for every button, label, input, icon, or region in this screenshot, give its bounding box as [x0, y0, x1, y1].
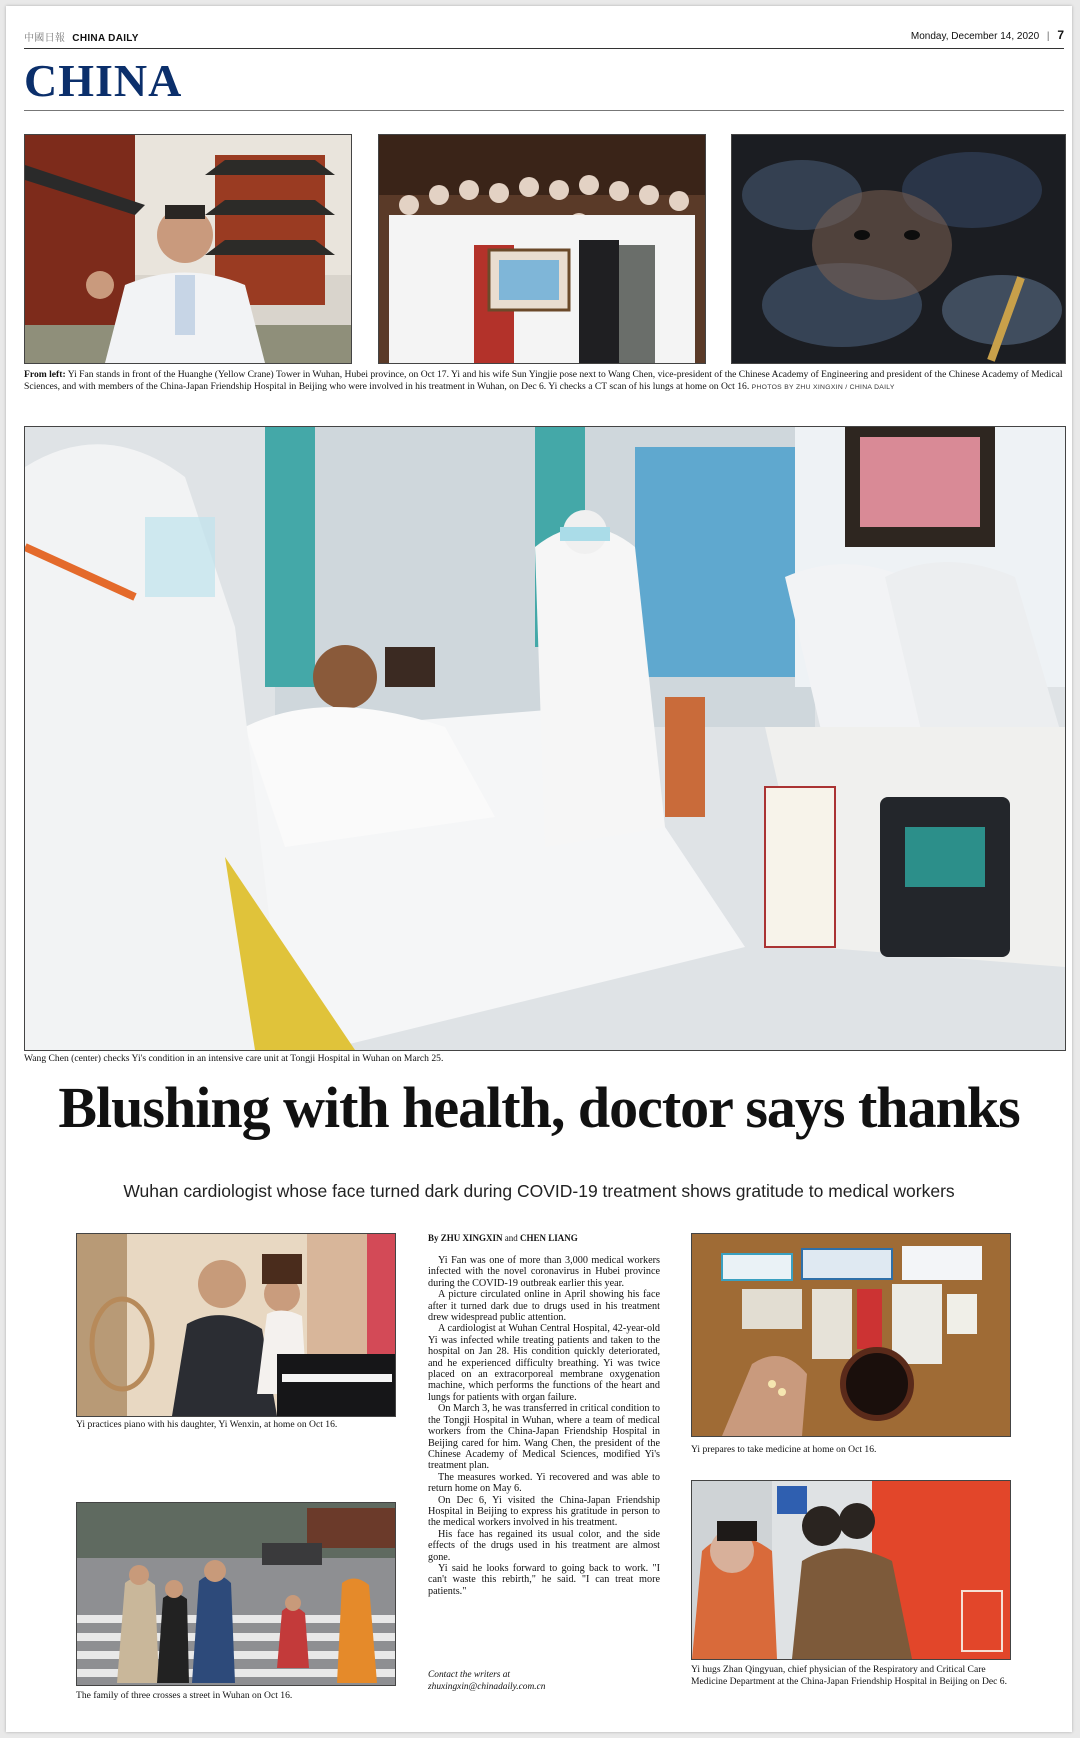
section-divider — [24, 110, 1064, 111]
newspaper-page — [6, 6, 1072, 1732]
caption-street: The family of three crosses a street in Wuhan on Oct 16. — [76, 1690, 293, 1701]
photo-street-crossing — [76, 1502, 396, 1686]
byline-author-2: CHEN LIANG — [520, 1233, 578, 1243]
masthead — [24, 22, 1064, 49]
article-paragraph: Yi said he looks forward to going back to work. "I can't waste this rebirth," he said. "I can treat more patients." — [428, 1562, 660, 1597]
photo-group-with-medical-team — [378, 134, 706, 364]
masthead-cn-mark: 中國日報 — [24, 33, 66, 44]
section-title: CHINA — [24, 55, 183, 106]
photo-credit: PHOTOS BY ZHU XINGXIN / CHINA DAILY — [751, 383, 895, 391]
top-photos-caption — [24, 369, 1064, 393]
page-number: 7 — [1057, 28, 1064, 42]
article-paragraph: His face has regained its usual color, and the side effects of the drugs used in his treatment are almost gone. — [428, 1528, 660, 1563]
caption-lead: From left: — [24, 369, 66, 380]
caption-text: Yi Fan stands in front of the Huanghe (Yellow Crane) Tower in Wuhan, Hubei province, on Oct 17. Yi and his wife Sun Yingjie pose next to Wang Chen, vice-president of the Chinese Academy of Engineering and president of the Chinese Academy of Medical Sciences, and with members of the China-Japan Friendship Hospital in Beijing who were involved in his treatment in Wuhan, on Dec 6. Yi checks a CT scan of his lungs at home on Oct 16. — [24, 369, 1063, 392]
article-body — [428, 1255, 660, 1597]
article-paragraph: Yi Fan was one of more than 3,000 medical workers infected with the novel coronavirus in Hubei province during the COVID-19 outbreak earlier this year. — [428, 1255, 660, 1289]
photo-hug — [691, 1480, 1011, 1660]
article-paragraph: The measures worked. Yi recovered and was able to return home on May 6. — [428, 1471, 660, 1495]
photo-medicine — [691, 1233, 1011, 1437]
photo-ct-scan — [731, 134, 1066, 364]
masthead-date: Monday, December 14, 2020 — [910, 31, 1040, 42]
photo-yellow-crane-tower — [24, 134, 352, 364]
contact-info — [428, 1670, 660, 1693]
byline-and: and — [504, 1233, 518, 1243]
masthead-separator: | — [1046, 31, 1050, 42]
headline: Blushing with health, doctor says thanks — [58, 1075, 1020, 1140]
article-paragraph: On March 3, he was transferred in critical condition to the Tongji Hospital in Wuhan, where a team of medical workers from the China-Japan Friendship Hospital in Beijing cared for him. Wang Chen, the president of the Chinese Academy of Medical Sciences, modified Yi's treatment plan. — [428, 1403, 660, 1472]
article-paragraph: A cardiologist at Wuhan Central Hospital, 42-year-old Yi was infected while treating patients and taken to the hospital on Jan 28. His condition quickly deteriorated, and he experienced difficulty breathing. Yi was twice placed on an extracorporeal membrane oxygenation machine, which performs the functions of the heart and lungs for patients with organ failure. — [428, 1323, 660, 1403]
article-paragraph: On Dec 6, Yi visited the China-Japan Friendship Hospital in Beijing to express his gratitude in person to the medical workers involved in his treatment. — [428, 1494, 660, 1529]
byline — [428, 1233, 578, 1243]
caption-medicine: Yi prepares to take medicine at home on Oct 16. — [691, 1444, 877, 1455]
article-paragraph: A picture circulated online in April showing his face after it turned dark due to drugs used in his treatment drew widespread public attention. — [428, 1289, 660, 1324]
contact-label: Contact the writers at — [428, 1670, 511, 1680]
caption-piano: Yi practices piano with his daughter, Yi Wenxin, at home on Oct 16. — [76, 1419, 338, 1430]
subheadline: Wuhan cardiologist whose face turned dark during COVID-19 treatment shows gratitude to medical workers — [123, 1181, 955, 1201]
photo-piano — [76, 1233, 396, 1417]
byline-author-1: ZHU XINGXIN — [440, 1233, 503, 1243]
masthead-paper-name: CHINA DAILY — [72, 33, 139, 44]
caption-hug: Yi hugs Zhan Qingyuan, chief physician of the Respiratory and Critical Care Medicine Department at the China-Japan Friendship Hospital in Beijing on Dec 6. — [691, 1664, 1007, 1687]
byline-prefix: By — [428, 1233, 439, 1243]
main-photo-caption: Wang Chen (center) checks Yi's condition in an intensive care unit at Tongji Hospital in Wuhan on March 25. — [24, 1053, 444, 1064]
photo-icu-main — [24, 426, 1066, 1051]
contact-email: zhuxingxin@chinadaily.com.cn — [428, 1681, 546, 1692]
